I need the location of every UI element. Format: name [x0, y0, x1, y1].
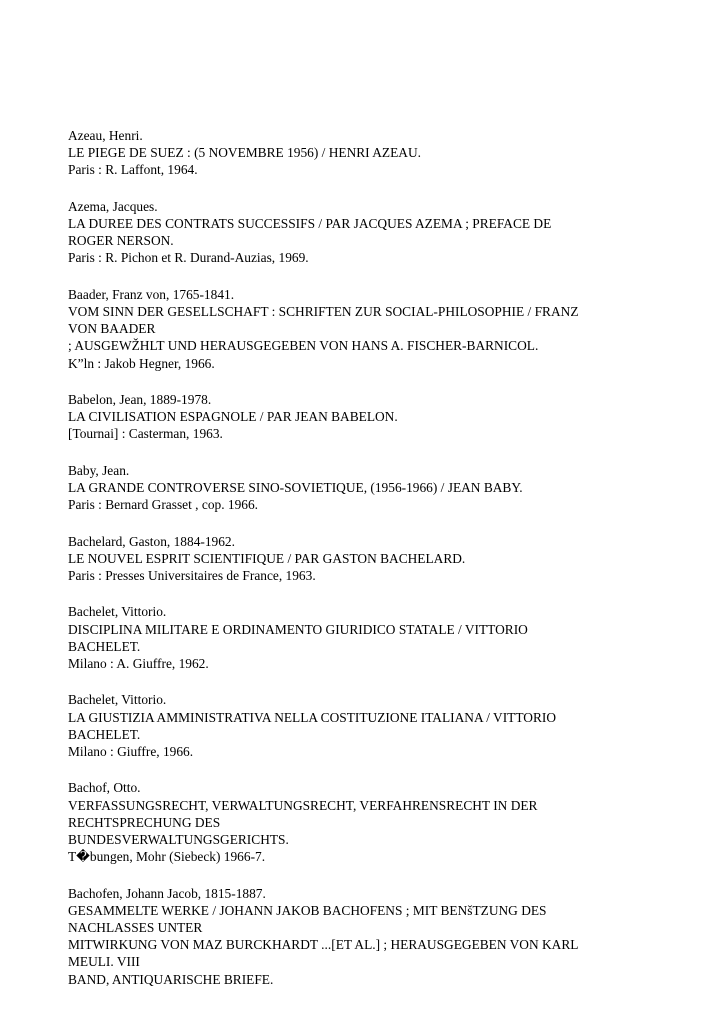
entry-imprint: Paris : R. Laffont, 1964.	[68, 162, 198, 178]
catalog-entry	[68, 462, 708, 514]
entry-author: Bachelard, Gaston, 1884-1962.	[68, 533, 235, 549]
catalog-entry	[68, 533, 708, 585]
entry-imprint: Paris : Bernard Grasset , cop. 1966.	[68, 497, 259, 513]
catalog-entry	[68, 885, 708, 988]
catalog-entry	[68, 691, 708, 760]
entry-author: Baby, Jean.	[68, 462, 130, 478]
entry-title-line: LE NOUVEL ESPRIT SCIENTIFIQUE / PAR GASTON BACHELARD.	[68, 550, 466, 566]
entry-title-line: BACHELET.	[68, 638, 141, 654]
entry-title-line: LA DUREE DES CONTRATS SUCCESSIFS / PAR JACQUES AZEMA ; PREFACE DE	[68, 216, 552, 231]
catalog-entry	[68, 779, 708, 865]
entry-author: Azeau, Henri.	[68, 128, 143, 143]
catalog-entry	[68, 391, 708, 443]
entry-title-line: DISCIPLINA MILITARE E ORDINAMENTO GIURIDICO STATALE / VITTORIO	[68, 621, 528, 637]
entry-title-line: VERFASSUNGSRECHT, VERWALTUNGSRECHT, VERFAHRENSRECHT IN DER	[68, 797, 538, 813]
entry-author: Baader, Franz von, 1765-1841.	[68, 286, 235, 302]
entry-title-line: VON BAADER	[68, 321, 156, 337]
entry-imprint: Milano : Giuffre, 1966.	[68, 744, 194, 759]
catalog-entry	[68, 127, 708, 179]
catalog-entry	[68, 286, 708, 372]
entry-title-line: ; AUSGEWŽHLT UND HERAUSGEGEBEN VON HANS A. FISCHER-BARNICOL.	[68, 338, 539, 354]
entry-imprint: Milano : A. Giuffre, 1962.	[68, 656, 209, 671]
entry-title-line: NACHLASSES UNTER	[68, 920, 203, 935]
entry-imprint: [Tournai] : Casterman, 1963.	[68, 426, 223, 442]
entry-title-line: ROGER NERSON.	[68, 233, 174, 249]
entry-author: Bachelet, Vittorio.	[68, 604, 167, 620]
entry-title-line: BUNDESVERWALTUNGSGERICHTS.	[68, 832, 289, 847]
entry-imprint: K”ln : Jakob Hegner, 1966.	[68, 355, 215, 371]
entry-imprint: T�bungen, Mohr (Siebeck) 1966-7.	[68, 849, 266, 865]
entry-author: Bachelet, Vittorio.	[68, 692, 167, 708]
entry-imprint: BAND, ANTIQUARISCHE BRIEFE.	[68, 971, 274, 987]
entry-title-line: LE PIEGE DE SUEZ : (5 NOVEMBRE 1956) / HENRI AZEAU.	[68, 145, 421, 161]
catalog-entry	[68, 603, 708, 672]
entry-author: Bachof, Otto.	[68, 780, 141, 796]
entry-author: Babelon, Jean, 1889-1978.	[68, 392, 212, 407]
entry-title-line: MITWIRKUNG VON MAZ BURCKHARDT ...[ET AL.] ; HERAUSGEGEBEN VON KARL	[68, 937, 579, 953]
entry-title-line: LA CIVILISATION ESPAGNOLE / PAR JEAN BABELON.	[68, 409, 398, 425]
entry-title-line: LA GIUSTIZIA AMMINISTRATIVA NELLA COSTITUZIONE ITALIANA / VITTORIO	[68, 709, 557, 725]
entry-title-line: RECHTSPRECHUNG DES	[68, 814, 221, 830]
catalog-entry	[68, 198, 708, 267]
entry-title-line: VOM SINN DER GESELLSCHAFT : SCHRIFTEN ZUR SOCIAL-PHILOSOPHIE / FRANZ	[68, 304, 579, 319]
entry-title-line: MEULI. VIII	[68, 954, 140, 970]
entry-title-line: LA GRANDE CONTROVERSE SINO-SOVIETIQUE, (1956-1966) / JEAN BABY.	[68, 480, 523, 495]
entry-author: Azema, Jacques.	[68, 198, 158, 214]
entry-imprint: Paris : R. Pichon et R. Durand-Auzias, 1969.	[68, 250, 309, 266]
catalog-page	[68, 127, 708, 1007]
entry-author: Bachofen, Johann Jacob, 1815-1887.	[68, 885, 266, 901]
entry-title-line: GESAMMELTE WERKE / JOHANN JAKOB BACHOFENS ; MIT BENšTZUNG DES	[68, 902, 547, 918]
entry-title-line: BACHELET.	[68, 726, 141, 742]
entry-imprint: Paris : Presses Universitaires de France, 1963.	[68, 568, 316, 583]
